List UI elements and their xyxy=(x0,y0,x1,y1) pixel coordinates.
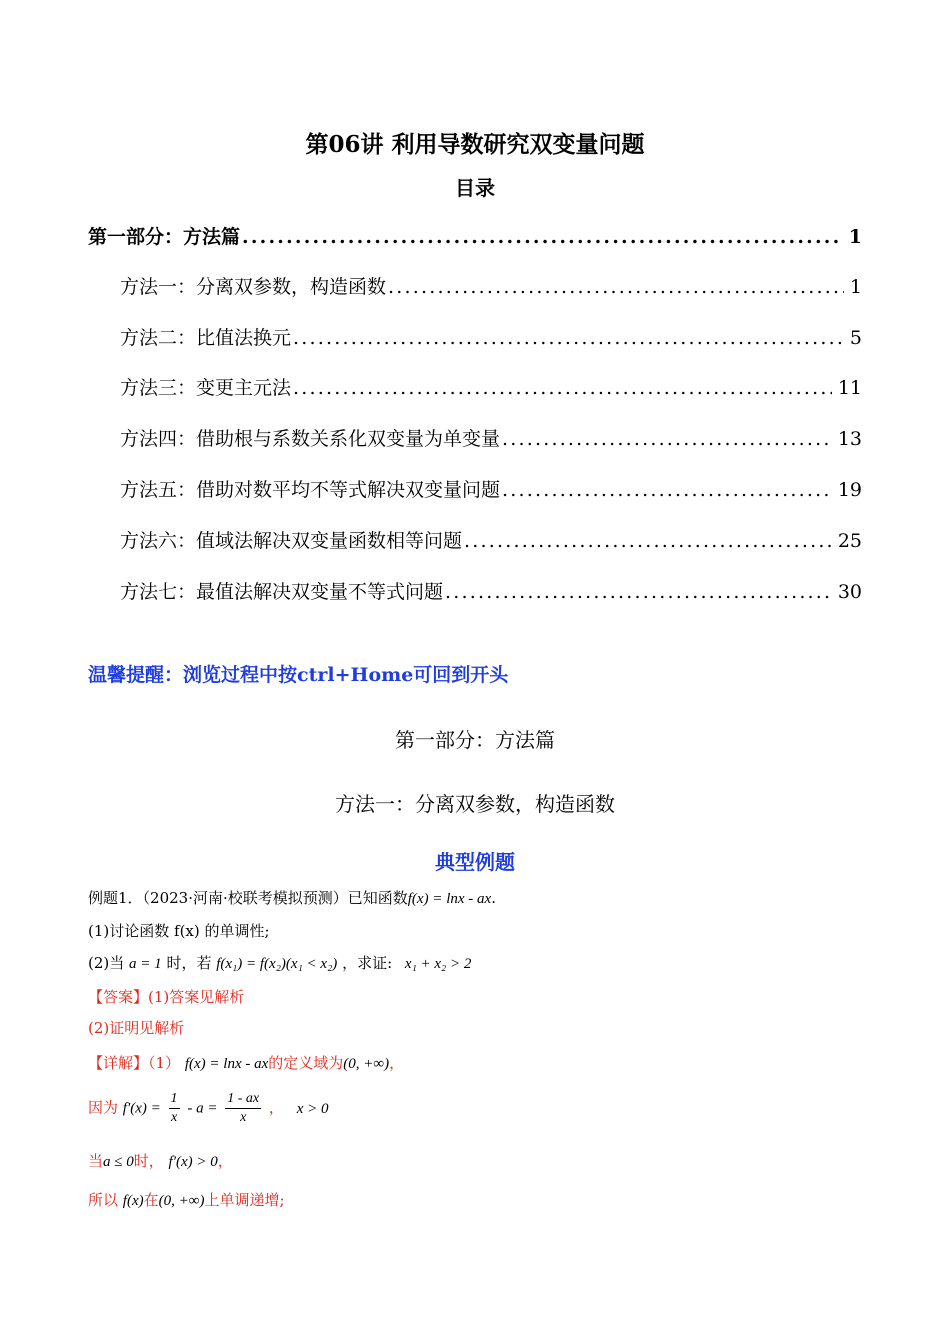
toc-leader-dots xyxy=(293,377,832,399)
example-function: f(x) = lnx - ax xyxy=(407,891,492,907)
toc-entry-label: 方法三：变更主元法 xyxy=(120,377,292,399)
fraction-denominator: x xyxy=(170,1110,178,1125)
fraction-numerator: 1 xyxy=(169,1090,180,1109)
case-condition: a ≤ 0 xyxy=(103,1154,134,1170)
derivative-line xyxy=(88,1090,328,1127)
toc-entry-part-one[interactable] xyxy=(88,222,862,252)
toc-leader-dots xyxy=(445,581,832,603)
toc-leader-dots xyxy=(293,327,844,349)
toc-entry-label: 方法四：借助根与系数关系化双变量为单变量 xyxy=(120,428,501,450)
toc-entry-page: 25 xyxy=(837,530,862,552)
toc-entry-page: 30 xyxy=(837,581,862,603)
detail-num: （1） xyxy=(148,1054,181,1072)
detail-domain: (0, +∞) xyxy=(343,1056,390,1072)
toc-entry-method-1[interactable] xyxy=(120,272,862,302)
derivative-prefix: 因为 xyxy=(88,1098,119,1117)
detail-text: 的定义域为 xyxy=(268,1054,344,1072)
toc-entry-page: 1 xyxy=(848,226,862,248)
toc-entry-label: 方法七：最值法解决双变量不等式问题 xyxy=(120,581,444,603)
answer-1: (1)答案见解析 xyxy=(148,988,245,1006)
toc-entry-label: 方法六：值域法解决双变量函数相等问题 xyxy=(120,530,463,552)
question-2-goal: x₁ + x₂ > 2 xyxy=(404,956,472,972)
monotonic-text: 所以 xyxy=(88,1191,119,1209)
toc-entry-page: 5 xyxy=(849,327,862,349)
derivative-lhs: f′(x) = xyxy=(122,1100,161,1117)
question-2-text: (2)当 xyxy=(88,954,125,972)
fraction-derivative xyxy=(225,1090,261,1127)
case-derivative: f′(x) > 0 xyxy=(168,1154,218,1170)
toc-entry-label: 方法二：比值法换元 xyxy=(120,327,292,349)
case-text: 当 xyxy=(88,1152,104,1170)
part-heading: 第一部分：方法篇 xyxy=(395,728,555,752)
fraction-denominator: x xyxy=(240,1110,247,1125)
monotonic-text: 上单调递增; xyxy=(204,1191,285,1209)
toc-leader-dots xyxy=(388,276,844,298)
answer-tag: 【答案】 xyxy=(88,988,149,1006)
detail-end: ， xyxy=(389,1054,405,1072)
monotonic-text: 在 xyxy=(143,1191,159,1209)
question-1: (1)讨论函数 f(x) 的单调性; xyxy=(88,922,270,940)
derivative-condition: x > 0 xyxy=(296,1100,329,1117)
page-title: 第06讲 利用导数研究双变量问题 xyxy=(305,131,645,158)
navigation-reminder: 温馨提醒：浏览过程中按ctrl+Home可回到开头 xyxy=(88,664,509,686)
detail-line xyxy=(88,1052,404,1073)
derivative-comma: ， xyxy=(268,1098,284,1117)
question-2 xyxy=(88,952,471,973)
case-line xyxy=(88,1150,233,1171)
toc-entry-method-2[interactable] xyxy=(120,323,862,353)
toc-entry-method-6[interactable] xyxy=(120,526,862,556)
toc-entry-label: 方法五：借助对数平均不等式解决双变量问题 xyxy=(120,479,501,501)
monotonic-interval: (0, +∞) xyxy=(158,1193,205,1209)
detail-function: f(x) = lnx - ax xyxy=(184,1056,269,1072)
toc-entry-method-7[interactable] xyxy=(120,577,862,607)
example-intro-end: . xyxy=(491,889,496,907)
question-2-condition: a = 1 xyxy=(129,956,162,972)
toc-entry-label: 第一部分：方法篇 xyxy=(88,226,241,248)
fraction-one-over-x xyxy=(169,1090,180,1127)
example-intro xyxy=(88,887,496,908)
case-end: ， xyxy=(217,1152,233,1170)
answer-line-1 xyxy=(88,986,244,1007)
toc-leader-dots xyxy=(502,479,832,501)
toc-entry-page: 11 xyxy=(837,377,862,399)
question-2-text: 时，若 xyxy=(166,954,212,972)
toc-entry-method-5[interactable] xyxy=(120,475,862,505)
toc-entry-page: 1 xyxy=(849,276,862,298)
monotonic-line xyxy=(88,1189,285,1210)
toc-entry-label: 方法一：分离双参数，构造函数 xyxy=(120,276,387,298)
toc-entry-method-4[interactable] xyxy=(120,424,862,454)
toc-entry-page: 13 xyxy=(837,428,862,450)
fraction-numerator: 1 - ax xyxy=(225,1090,261,1109)
toc-entry-method-3[interactable] xyxy=(120,373,862,403)
question-2-equation: f(x₁) = f(x₂)(x₁ < x₂) xyxy=(216,956,338,972)
toc-leader-dots xyxy=(502,428,832,450)
question-2-text: ，求证: xyxy=(342,954,393,972)
toc-entry-page: 19 xyxy=(837,479,862,501)
derivative-mid: - a = xyxy=(187,1100,218,1117)
example-heading: 典型例题 xyxy=(435,850,515,874)
toc-leader-dots xyxy=(464,530,832,552)
monotonic-function: f(x) xyxy=(122,1193,144,1209)
example-intro-text: 例题1．（2023·河南·校联考模拟预测）已知函数 xyxy=(88,889,408,907)
method-heading: 方法一：分离双参数，构造函数 xyxy=(335,792,615,816)
answer-2: (2)证明见解析 xyxy=(88,1019,185,1037)
toc-leader-dots xyxy=(242,226,843,248)
case-text: 时， xyxy=(133,1152,164,1170)
detail-tag: 【详解】 xyxy=(88,1054,149,1072)
toc-heading: 目录 xyxy=(455,176,495,200)
